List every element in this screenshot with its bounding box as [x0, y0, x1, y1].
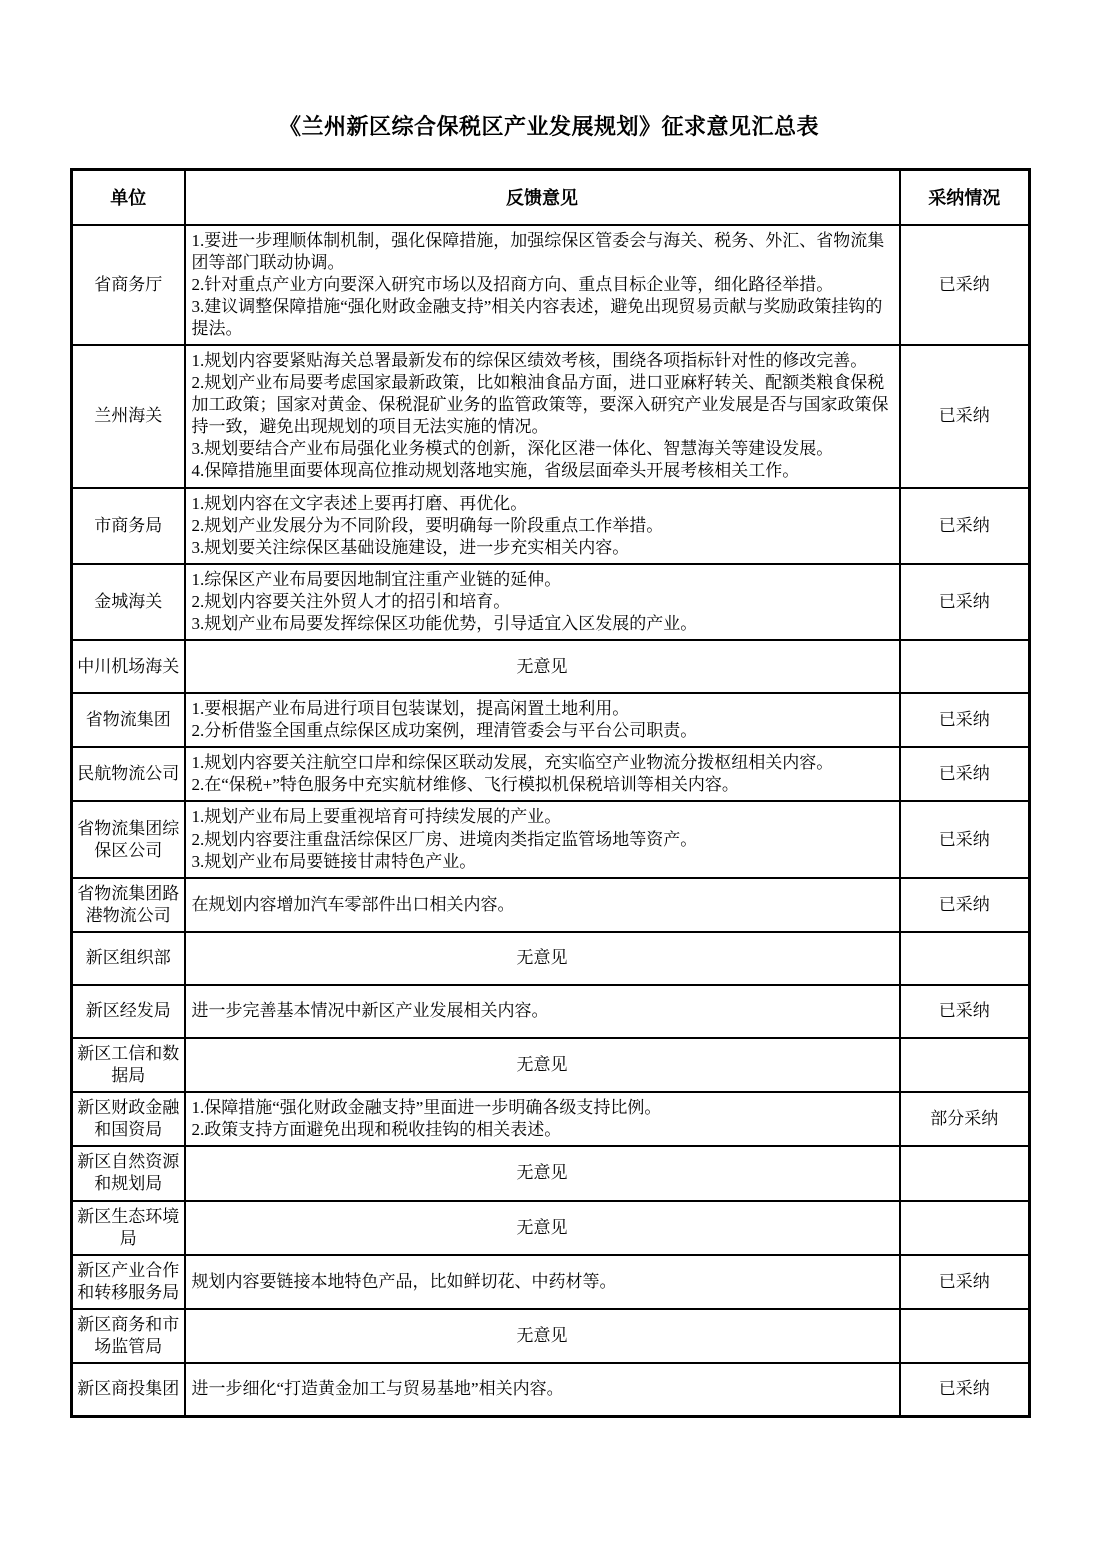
- column-header-unit: 单位: [72, 170, 185, 225]
- feedback-cell: [185, 878, 900, 932]
- feedback-cell: [185, 985, 900, 1038]
- status-cell: 已采纳: [900, 693, 1030, 747]
- unit-cell: 新区经发局: [72, 985, 185, 1038]
- feedback-cell: 无意见: [185, 1309, 900, 1363]
- feedback-item: 2.规划产业布局要考虑国家最新政策，比如粮油食品方面，进口亚麻籽转关、配额类粮食保税加工政策；国家对黄金、保税混矿业务的监管政策等，要深入研究产业发展是否与国家政策保持一致，避免出现规划的项目无法实施的情况。: [191, 373, 889, 437]
- status-cell: 已采纳: [900, 564, 1030, 640]
- feedback-cell: [185, 345, 900, 488]
- feedback-item: 2.规划内容要注重盘活综保区厂房、进境肉类指定监管场地等资产。: [191, 829, 698, 849]
- column-header-feedback: 反馈意见: [185, 170, 900, 225]
- unit-cell: 新区商务和市场监管局: [72, 1309, 185, 1363]
- unit-cell: 新区生态环境局: [72, 1201, 185, 1255]
- feedback-item: 3.规划产业布局要发挥综保区功能优势，引导适宜入区发展的产业。: [191, 614, 698, 633]
- status-cell: 已采纳: [900, 985, 1030, 1038]
- status-cell: [900, 932, 1030, 985]
- feedback-cell: [185, 564, 900, 640]
- feedback-item: 2.分析借鉴全国重点综保区成功案例，理清管委会与平台公司职责。: [191, 721, 698, 741]
- feedback-item: 1.要根据产业布局进行项目包装谋划，提高闲置土地利用。: [191, 699, 630, 719]
- feedback-cell: [185, 1363, 900, 1416]
- status-cell: 已采纳: [900, 801, 1030, 877]
- status-cell: 已采纳: [900, 225, 1030, 345]
- feedback-cell: 无意见: [185, 1201, 900, 1255]
- table-row: [72, 1038, 1030, 1092]
- feedback-cell: 无意见: [185, 1038, 900, 1092]
- feedback-item: 2.规划内容要关注外贸人才的招引和培育。: [191, 591, 511, 611]
- unit-cell: 省商务厅: [72, 225, 185, 345]
- feedback-cell: [185, 1255, 900, 1309]
- status-cell: 已采纳: [900, 878, 1030, 932]
- table-row: [72, 932, 1030, 985]
- table-header: [72, 170, 1030, 225]
- feedback-table: [70, 168, 1031, 1418]
- feedback-item: 2.在“保税+”特色服务中充实航材维修、飞行模拟机保税培训等相关内容。: [191, 775, 739, 795]
- feedback-item: 2.规划产业发展分为不同阶段，要明确每一阶段重点工作举措。: [191, 515, 664, 535]
- unit-cell: 民航物流公司: [72, 747, 185, 801]
- feedback-cell: [185, 747, 900, 801]
- table-row: [72, 640, 1030, 693]
- feedback-item: 进一步完善基本情况中新区产业发展相关内容。: [191, 1001, 549, 1021]
- status-cell: [900, 1201, 1030, 1255]
- table-row: [72, 747, 1030, 801]
- table-row: [72, 878, 1030, 932]
- unit-cell: 中川机场海关: [72, 640, 185, 693]
- table-row: [72, 345, 1030, 488]
- feedback-item: 2.针对重点产业方向要深入研究市场以及招商方向、重点目标企业等，细化路径举措。: [191, 274, 834, 294]
- status-cell: 已采纳: [900, 747, 1030, 801]
- column-header-status: 采纳情况: [900, 170, 1030, 225]
- feedback-item: 4.保障措施里面要体现高位推动规划落地实施，省级层面牵头开展考核相关工作。: [191, 461, 800, 481]
- unit-cell: 市商务局: [72, 488, 185, 564]
- unit-cell: 新区商投集团: [72, 1363, 185, 1416]
- feedback-item: 3.规划产业布局要链接甘肃特色产业。: [191, 851, 477, 871]
- table-row: [72, 1092, 1030, 1146]
- table-row: [72, 1255, 1030, 1309]
- feedback-item: 规划内容要链接本地特色产品，比如鲜切花、中药材等。: [191, 1271, 617, 1291]
- header-row: [72, 170, 1030, 225]
- feedback-item: 1.规划内容在文字表述上要再打磨、再优化。: [191, 493, 528, 513]
- status-cell: [900, 1146, 1030, 1200]
- unit-cell: 兰州海关: [72, 345, 185, 488]
- unit-cell: 新区工信和数据局: [72, 1038, 185, 1092]
- status-cell: [900, 1038, 1030, 1092]
- feedback-cell: 无意见: [185, 640, 900, 693]
- table-row: [72, 985, 1030, 1038]
- feedback-cell: [185, 1092, 900, 1146]
- status-cell: 已采纳: [900, 1363, 1030, 1416]
- feedback-item: 3.规划要结合产业布局强化业务模式的创新，深化区港一体化、智慧海关等建设发展。: [191, 439, 834, 459]
- feedback-item: 1.规划内容要关注航空口岸和综保区联动发展，充实临空产业物流分拨枢纽相关内容。: [191, 753, 834, 773]
- unit-cell: 新区组织部: [72, 932, 185, 985]
- feedback-item: 1.规划内容要紧贴海关总署最新发布的综保区绩效考核，围绕各项指标针对性的修改完善。: [191, 350, 868, 370]
- status-cell: 已采纳: [900, 1255, 1030, 1309]
- unit-cell: 金城海关: [72, 564, 185, 640]
- status-cell: [900, 640, 1030, 693]
- feedback-item: 进一步细化“打造黄金加工与贸易基地”相关内容。: [191, 1379, 564, 1399]
- unit-cell: 新区自然资源和规划局: [72, 1146, 185, 1200]
- table-row: [72, 1309, 1030, 1363]
- feedback-item: 1.要进一步理顺体制机制，强化保障措施，加强综保区管委会与海关、税务、外汇、省物流集团等部门联动协调。: [191, 230, 885, 272]
- table-row: [72, 1363, 1030, 1416]
- feedback-item: 1.规划产业布局上要重视培育可持续发展的产业。: [191, 807, 562, 827]
- feedback-cell: [185, 693, 900, 747]
- unit-cell: 省物流集团综保区公司: [72, 801, 185, 877]
- unit-cell: 新区产业合作和转移服务局: [72, 1255, 185, 1309]
- table-row: [72, 488, 1030, 564]
- feedback-cell: [185, 225, 900, 345]
- table-body: [72, 225, 1030, 1417]
- unit-cell: 省物流集团: [72, 693, 185, 747]
- status-cell: 已采纳: [900, 488, 1030, 564]
- feedback-item: 2.政策支持方面避免出现和税收挂钩的相关表述。: [191, 1120, 562, 1140]
- table-row: [72, 225, 1030, 345]
- unit-cell: 省物流集团路港物流公司: [72, 878, 185, 932]
- feedback-cell: 无意见: [185, 1146, 900, 1200]
- table-row: [72, 801, 1030, 877]
- feedback-item: 3.规划要关注综保区基础设施建设，进一步充实相关内容。: [191, 537, 630, 557]
- feedback-cell: [185, 488, 900, 564]
- table-row: [72, 1146, 1030, 1200]
- document-title: 《兰州新区综合保税区产业发展规划》征求意见汇总表: [278, 114, 819, 139]
- feedback-cell: [185, 801, 900, 877]
- table-row: [72, 693, 1030, 747]
- table-row: [72, 564, 1030, 640]
- status-cell: 部分采纳: [900, 1092, 1030, 1146]
- unit-cell: 新区财政金融和国资局: [72, 1092, 185, 1146]
- status-cell: 已采纳: [900, 345, 1030, 488]
- feedback-item: 在规划内容增加汽车零部件出口相关内容。: [191, 894, 515, 914]
- feedback-item: 3.建议调整保障措施“强化财政金融支持”相关内容表述，避免出现贸易贡献与奖励政策挂钩的提法。: [191, 296, 883, 338]
- feedback-item: 1.保障措施“强化财政金融支持”里面进一步明确各级支持比例。: [191, 1098, 662, 1118]
- feedback-item: 1.综保区产业布局要因地制宜注重产业链的延伸。: [191, 569, 562, 589]
- table-row: [72, 1201, 1030, 1255]
- feedback-cell: 无意见: [185, 932, 900, 985]
- status-cell: [900, 1309, 1030, 1363]
